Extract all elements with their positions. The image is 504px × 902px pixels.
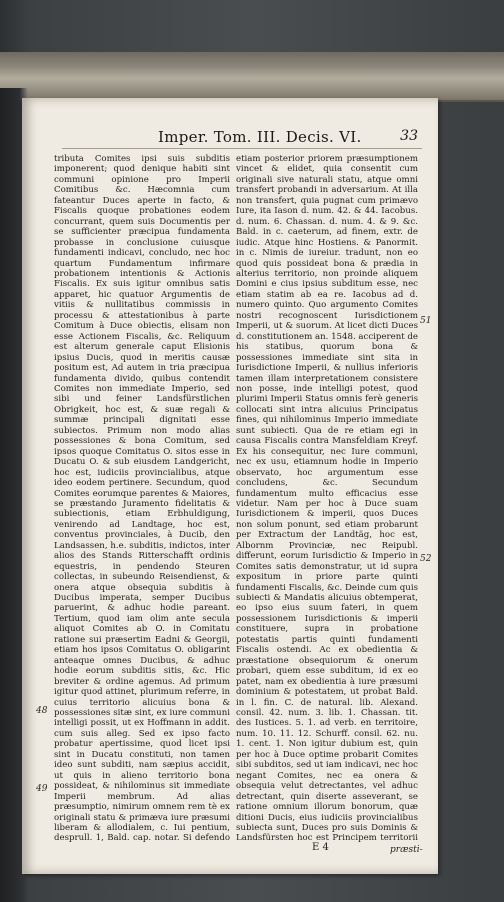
text-column-left — [54, 154, 230, 844]
right-column-text: etiam posterior priorem præsumptionem vincet & elidet, quia consentit cum originali sive naturali statu, atque omni transfert probandi in adversarium. At illa non transfert, quia pugnat cum primævo Iure, ita Iason d. num. 42. & 44. Iacobus. d. num. 6. Chassan. d. num. 4. & 9. &c. Bald. in c. caeterum, ad finem, extr. de iudic. Atque hinc Hostiens. & Panormit. in c. Nimis de iureiur. tradunt, non eo quod quis possideat bona & prædia in alterius territorio, non proinde aliquem Domini e cius ipsius subditum esse, nec etiam statim ab ea re. Iacobus ad d. numero quinto. Quo argumento Comites nostri recognoscent Iurisdictionem Imperii, ut & suorum. At licet dicti Duces d. constitutionem an. 1548. acciperent de his statibus, quorum bona & possessiones immediate sint sita in Iurisdictione Imperii, & nullius inferioris tamen illam interpretationem consistere non posse, inde intelligi potest, quod plurimi Imperii Status omnis ferè generis collocati sint intra alicuius Principatus fines, qui nihilominus Imperio immediate sunt subiecti. Qua de re etiam egi in causa Fiscalis contra Mansfeldiam Kreyf. Ex his consequitur, nec Iure communi, nec ex usu, etiamnum hodie in Imperio observato, hoc argumentum esse concludens, &c. Secundum fundamentum multo efficacius esse videtur. Nam per hoc à Duce suam Iurisdictionem & imperii, quos Duces non solum ponunt, sed etiam probarunt per Extractum der Landtäg, hoc est, Albornm Provinciæ, nec Reipubl. differunt, eorum Iurisdictio & Imperio in Comites satis demonstratur, ut id supra expositum in priore parte quinti fundamenti Fiscalis, &c. Deinde cum quis subiecti & Mandatis alicuius obtemperat, eo ipso eius suum fateri, in quem possessionem Iurisdictionis & imperii constituere, supra in probatione potestatis partis quinti fundamenti Fiscalis ostendi. Ac ex obedientia & præstatione obsequiorum & onerum probari, quem esse subditum, id ex eo patet, nam ex obedientia à iure præsumi dominium & potestatem, ut probat Bald. in l. fin. C. de natural. lib. Alexand. consil. 42. num. 3. lib. 1. Chassan. tit. des Iustices. 5. 1. ad verb. en territoire, num. 10. 11. 12. Schurff. consil. 62. nu. 1. cent. 1. Non igitur dubium est, quin per hoc à Duce optime probarit Comites sibi subditos, sed ut iam indicavi, nec hoc negant Comites, nec ea onera & obsequia velut detrectantes, vel adhuc detrectant, quin diserte asseverant, se ratione omnium illorum bonorum, quæ ditioni Ducis, eius iudiciis provincialibus subiecta sunt, Duces pro suis Dominis & Landsfürsten hoc est Principem territorii — [236, 154, 418, 844]
margin-note-51: 51 — [420, 316, 432, 326]
header-rule — [62, 148, 422, 149]
page-number: 33 — [400, 128, 418, 144]
margin-note-49: 49 — [36, 784, 48, 794]
book-top-edge — [0, 52, 504, 102]
text-column-right — [236, 154, 418, 844]
margin-note-48: 48 — [36, 706, 48, 716]
book-page — [22, 98, 438, 874]
margin-note-52: 52 — [420, 554, 432, 564]
left-column-text: tributa Comites ipsi suis subditis imponerent; quod denique habiti sint communi opinione pro Imperii Comitibus &c. Hæcomnia cum fateantur Duces aperte in facto, & Fiscalis quoque probationes eodem concurrant, quem suis Documentis per se sufficienter præcipua fundamenta probasse in conclusione cuiusque fundamenti indicavi, concludo, nec hoc quartum Fundamentum infirmare probationem intentionis & Actionis Fiscalis. Ex suis igitur omnibus satis apparet, hic quatuor Argumentis de vitiis & nullitatibus commissis in processu & attestationibus à parte Comitum à Duce obiectis, elisam non esse Actionem Fiscalis, &c. Reliquum est alterum generale caput Elisionis ipsius Ducis, quod in meritis causæ positum est, Ad autem in tria præcipua fundamenta divido, quibus contendit Comites non immediate Imperio, sed sibi und feiner Landsfürstlichen Obrigkeit, hoc est, & suæ regali & summæ principali dignitati esse subiectos. Primum non modo alias possessiones & bona Comitum, sed ipsos quoque Comitatus O. sitos esse in Ducatu O. & sub eiusdem Landgericht, hoc est, iudiciis provincialibus, atque ideo eodem pertinere. Secundum, quod Comites eorumque parentes & Maiores, se præstando Juramento fidelitatis & subiectionis, etiam Erbhuldigung, venirendo ad Landtage, hoc est, conventus provinciales, à Ducib, den Landsassen, h.e. subditis, indictos, inter alios des Stands Ritterschafft ordinis equestris, in pendendo Steuren collectas, in subeundo Reisendienst, & onera atque obsequia subditis à Ducibus imperata, semper Ducibus paruerint, & adhuc hodie pareant. Tertium, quod iam olim ante secula aliquot Comites ab O. in Comitatu ratione sui præsertim Eadni & Georgii, etiam hos ipsos Comitatus O. obligarint anteaque omnes Ducibus, & adhuc hodie eorum subditis sitis, &c. Hic breviter & ordine agemus. Ad primum igitur quod attinet, plurimum referre, in cuius territorio alicuius bona & possessiones sitæ sint, ex iure communi intelligi possit, ut ex Hoffmann in addit. cum suis alleg. Sed ex ipso facto probatur apertissime, quod licet ipsi sint in Ducatu constituti, non tamen ideo sunt subditi, nam sæpius accidit, ut quis in alieno territorio bona possideat, & nihilominus sit immediate Imperii membrum. Ad alias præsumptio, nimirum omnem rem tè ex originali statu & primæva iure præsumi liberam & allodialem, c. Iui pentium, desprull. 1, Bald. cap. notar. Si defendo — [54, 154, 230, 844]
catchword: præsti- — [390, 845, 423, 855]
signature-mark: E 4 — [312, 842, 329, 853]
running-title: Imper. Tom. III. Decis. VI. — [158, 128, 362, 146]
page-header — [22, 128, 438, 150]
